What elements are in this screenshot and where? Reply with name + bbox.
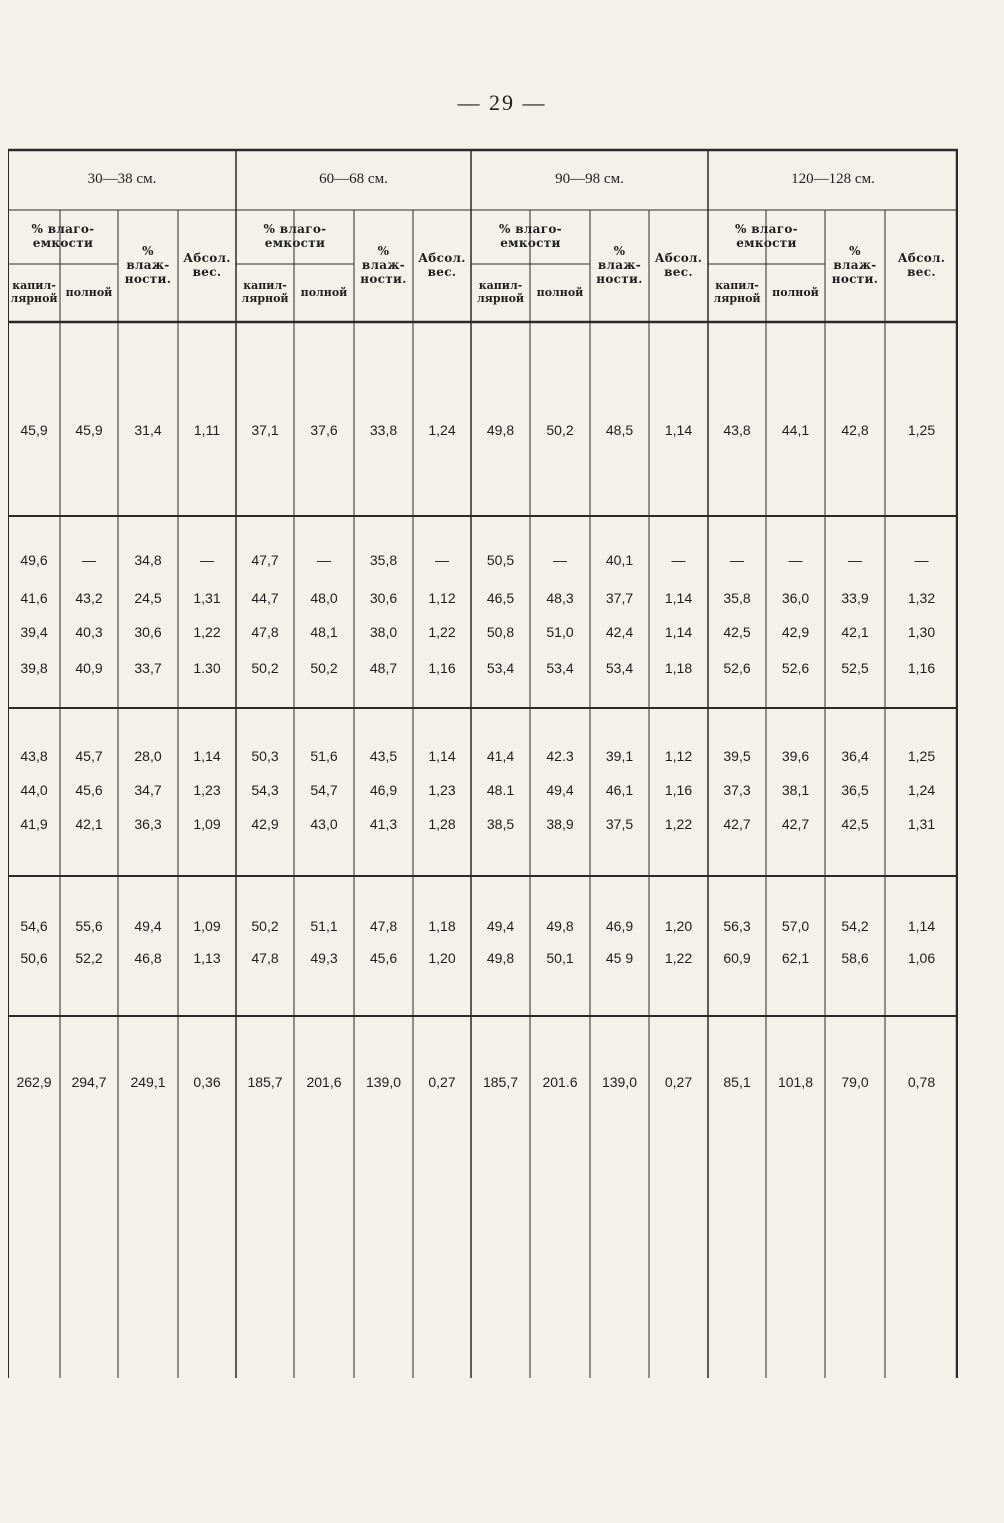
table-cell: 49,8	[486, 949, 515, 966]
capillary-header: капил- лярной	[241, 279, 289, 305]
table-cell: 1,22	[428, 623, 456, 640]
table-cell: 201,6	[306, 1073, 342, 1090]
capacity-header: % влаго- емкости	[263, 222, 327, 250]
table-cell: 47,8	[369, 917, 398, 934]
depth-header: 120—128 см.	[791, 171, 875, 188]
table-cell: 50,3	[251, 747, 279, 764]
table-cell: 49,4	[486, 917, 515, 934]
table-cell: 50,5	[486, 551, 515, 568]
table-cell: 36,3	[134, 815, 162, 832]
table-cell: 1,31	[193, 589, 221, 606]
table-cell: 42,9	[781, 623, 810, 640]
table-cell: 49,4	[546, 781, 574, 798]
table-cell: 101,8	[777, 1073, 814, 1090]
table-cell: 37,6	[310, 421, 338, 438]
table-cell: 50,2	[546, 421, 574, 438]
table-cell: 42,7	[723, 815, 751, 832]
table-cell: 1,28	[428, 815, 456, 832]
page-number: — 29 —	[457, 90, 547, 115]
table-cell: 50,2	[251, 917, 279, 934]
table-cell: 1,23	[193, 781, 221, 798]
table-cell: 36,4	[841, 747, 869, 764]
depth-header: 90—98 см.	[555, 171, 624, 188]
table-cell: 48,1	[310, 623, 338, 640]
moisture-header: % влаж- ности.	[831, 244, 879, 286]
table-cell: 54,6	[20, 917, 48, 934]
table-cell: 47,7	[251, 551, 279, 568]
table-cell: 54,2	[841, 917, 869, 934]
table-cell: 1,11	[193, 421, 221, 438]
table-cell: 249,1	[130, 1073, 166, 1090]
capillary-header: капил- лярной	[713, 279, 761, 305]
table-cell: 60,9	[723, 949, 751, 966]
table-cell: 1,22	[193, 623, 221, 640]
table-cell: 37,5	[605, 815, 634, 832]
table-cell: 44,0	[20, 781, 48, 798]
table-cell: 46,1	[605, 781, 634, 798]
table-cell: 0,78	[907, 1073, 936, 1090]
table-cell: 52,2	[75, 949, 103, 966]
table-cell: 1,16	[907, 659, 936, 676]
table-cell: 48,7	[369, 659, 398, 676]
table-cell: 0,27	[428, 1073, 456, 1090]
full-header: полной	[300, 285, 348, 299]
table-cell: 42,9	[251, 815, 279, 832]
table-cell: 39,8	[20, 659, 48, 676]
table-cell: 28,0	[134, 747, 162, 764]
table-cell: —	[200, 551, 214, 568]
table-cell: 38,5	[486, 815, 515, 832]
table-cell: 1,22	[664, 949, 693, 966]
table-cell: 42,1	[841, 623, 869, 640]
capillary-header: капил- лярной	[476, 279, 525, 305]
table-cell: 36,0	[781, 589, 810, 606]
absolute-weight-header: Абсол. вес.	[654, 251, 703, 279]
table-cell: —	[730, 551, 744, 568]
table-cell: 42,7	[781, 815, 810, 832]
table-cell: 54,3	[251, 781, 279, 798]
depth-header: 30—38 см.	[87, 171, 157, 188]
table-cell: 1,14	[664, 589, 693, 606]
table-cell: 185,7	[482, 1073, 519, 1090]
table-cell: 46,8	[134, 949, 162, 966]
table-cell: 45,6	[369, 949, 398, 966]
table-cell: 52,5	[841, 659, 869, 676]
absolute-weight-header: Абсол. вес.	[418, 251, 466, 279]
table-cell: 38,0	[369, 623, 398, 640]
full-header: полной	[65, 285, 113, 299]
table-cell: 39,1	[605, 747, 634, 764]
table-cell: 53,4	[605, 659, 634, 676]
table-cell: 48,5	[605, 421, 634, 438]
table-cell: 0,36	[193, 1073, 221, 1090]
table-cell: 42.3	[546, 747, 574, 764]
table-cell: 50,1	[546, 949, 574, 966]
table-cell: 50,2	[251, 659, 279, 676]
depth-header: 60—68 см.	[319, 171, 388, 188]
absolute-weight-header: Абсол. вес.	[897, 251, 946, 279]
table-cell: 33,9	[841, 589, 869, 606]
table-cell: 38,9	[546, 815, 574, 832]
table-cell: 1,06	[907, 949, 936, 966]
table-cell: 35,8	[723, 589, 751, 606]
table-cell: 0,27	[664, 1073, 693, 1090]
table-cell: 1,12	[664, 747, 693, 764]
table-cell: 55,6	[75, 917, 103, 934]
table-cell: —	[914, 551, 929, 568]
table-cell: 1,16	[664, 781, 693, 798]
table-cell: 45,9	[20, 421, 48, 438]
table-cell: 1,09	[193, 815, 221, 832]
table-cell: 51,0	[546, 623, 574, 640]
table-cell: 1.30	[193, 659, 221, 676]
table-cell: 50,8	[486, 623, 515, 640]
table-cell: 49,8	[486, 421, 515, 438]
table-cell: 52,6	[781, 659, 810, 676]
table-cell: 1,25	[907, 747, 936, 764]
full-header: полной	[536, 285, 584, 299]
moisture-header: % влаж- ности.	[124, 244, 172, 286]
table-cell: 35,8	[369, 551, 398, 568]
full-header: полной	[772, 285, 819, 299]
table-cell: 1,14	[664, 421, 693, 438]
table-cell: 43,2	[75, 589, 103, 606]
table-cell: 42,5	[723, 623, 751, 640]
table-cell: 30,6	[134, 623, 162, 640]
table-cell: 85,1	[723, 1073, 751, 1090]
table-cell: 1,14	[907, 917, 936, 934]
table-cell: 39,6	[781, 747, 810, 764]
table-cell: 1,32	[907, 589, 936, 606]
table-cell: 53,4	[486, 659, 515, 676]
table-cell: —	[317, 551, 331, 568]
table-cell: —	[553, 551, 567, 568]
table-cell: 43,5	[369, 747, 398, 764]
table-cell: 37,7	[605, 589, 634, 606]
table-cell: 45 9	[605, 949, 634, 966]
table-cell: —	[671, 551, 686, 568]
soil-moisture-table	[8, 148, 958, 1378]
table-cell: 46,9	[369, 781, 398, 798]
table-cell: 30,6	[369, 589, 398, 606]
table-cell: 79,0	[841, 1073, 869, 1090]
table-cell: 1,13	[193, 949, 221, 966]
table-cell: 47,8	[251, 623, 279, 640]
table-cell: 1,14	[428, 747, 456, 764]
table-cell: 44,1	[781, 421, 810, 438]
table-cell: 49,6	[20, 551, 48, 568]
table-cell: 49,8	[546, 917, 574, 934]
table-cell: 34,8	[134, 551, 162, 568]
table-cell: 40,9	[75, 659, 103, 676]
table-cell: 45,7	[75, 747, 103, 764]
table-cell: 40,3	[75, 623, 103, 640]
table-cell: 42,5	[841, 815, 869, 832]
table-cell: 43,8	[20, 747, 48, 764]
table-cell: 139,0	[365, 1073, 402, 1090]
absolute-weight-header: Абсол. вес.	[183, 251, 231, 279]
table-cell: 38,1	[781, 781, 810, 798]
table-cell: 1,31	[907, 815, 936, 832]
table-cell: 41,4	[486, 747, 515, 764]
table-cell: 42,8	[841, 421, 869, 438]
moisture-header: % влаж- ности.	[596, 244, 643, 286]
table-cell: 185,7	[247, 1073, 283, 1090]
table-cell: 50,2	[310, 659, 338, 676]
table-cell: 39,4	[20, 623, 48, 640]
table-cell: 42,1	[75, 815, 103, 832]
table-cell: 45,6	[75, 781, 103, 798]
table-cell: 201.6	[542, 1073, 578, 1090]
table-cell: 37,3	[723, 781, 751, 798]
table-cell: —	[435, 551, 449, 568]
table-cell: 45,9	[75, 421, 103, 438]
table-cell: 1,20	[664, 917, 693, 934]
table-cell: 53,4	[546, 659, 574, 676]
capacity-header: % влаго- емкости	[499, 222, 562, 250]
table-cell: 41,3	[369, 815, 398, 832]
table-cell: 46,5	[486, 589, 515, 606]
table-cell: 39,5	[723, 747, 751, 764]
table-cell: 52,6	[723, 659, 751, 676]
table-cell: 36,5	[841, 781, 869, 798]
table-cell: 57,0	[781, 917, 810, 934]
table-cell: 51,6	[310, 747, 338, 764]
table-cell: 41,6	[20, 589, 48, 606]
table-cell: 262,9	[16, 1073, 52, 1090]
table-cell: 49,3	[310, 949, 338, 966]
moisture-header: % влаж- ности.	[360, 244, 407, 286]
capacity-header: % влаго- емкости	[31, 222, 95, 250]
table-cell: 56,3	[723, 917, 751, 934]
table-cell: 1,18	[664, 659, 693, 676]
table-cell: 1,25	[907, 421, 936, 438]
table-cell: 42,4	[605, 623, 634, 640]
table-cell: 58,6	[841, 949, 869, 966]
table-cell: 48,3	[546, 589, 574, 606]
table-cell: 31,4	[134, 421, 162, 438]
table-cell: 33,8	[369, 421, 398, 438]
table-cell: 1,16	[428, 659, 456, 676]
capillary-header: капил- лярной	[10, 279, 58, 305]
capacity-header: % влаго- емкости	[735, 222, 798, 250]
table-cell: 1,24	[907, 781, 936, 798]
table-cell: 1,20	[428, 949, 456, 966]
table-cell: 43,8	[723, 421, 751, 438]
table-cell: 41,9	[20, 815, 48, 832]
table-cell: —	[848, 551, 862, 568]
table-cell: 1,12	[428, 589, 456, 606]
table-cell: 62,1	[781, 949, 810, 966]
table-cell: 1,09	[193, 917, 221, 934]
table-cell: 51,1	[310, 917, 338, 934]
table-cell: 48.1	[486, 781, 515, 798]
table-cell: 1,23	[428, 781, 456, 798]
table-cell: 37,1	[251, 421, 279, 438]
table-cell: 1,24	[428, 421, 456, 438]
table-cell: 139,0	[601, 1073, 638, 1090]
table-cell: —	[82, 551, 96, 568]
table-cell: 1,14	[193, 747, 221, 764]
table-cell: 1,30	[907, 623, 936, 640]
table-cell: 44,7	[251, 589, 279, 606]
table-cell: 43,0	[310, 815, 338, 832]
table-cell: 24,5	[134, 589, 162, 606]
table-cell: 40,1	[605, 551, 634, 568]
table-cell: 50,6	[20, 949, 48, 966]
table-cell: 47,8	[251, 949, 279, 966]
table-cell: 49,4	[134, 917, 162, 934]
table-cell: 46,9	[605, 917, 634, 934]
table-cell: 33,7	[134, 659, 162, 676]
table-cell: 294,7	[71, 1073, 107, 1090]
table-cell: 1,18	[428, 917, 456, 934]
table-cell: 54,7	[310, 781, 338, 798]
table-cell: —	[788, 551, 803, 568]
table-cell: 1,14	[664, 623, 693, 640]
table-cell: 34,7	[134, 781, 162, 798]
table-cell: 1,22	[664, 815, 693, 832]
table-cell: 48,0	[310, 589, 338, 606]
